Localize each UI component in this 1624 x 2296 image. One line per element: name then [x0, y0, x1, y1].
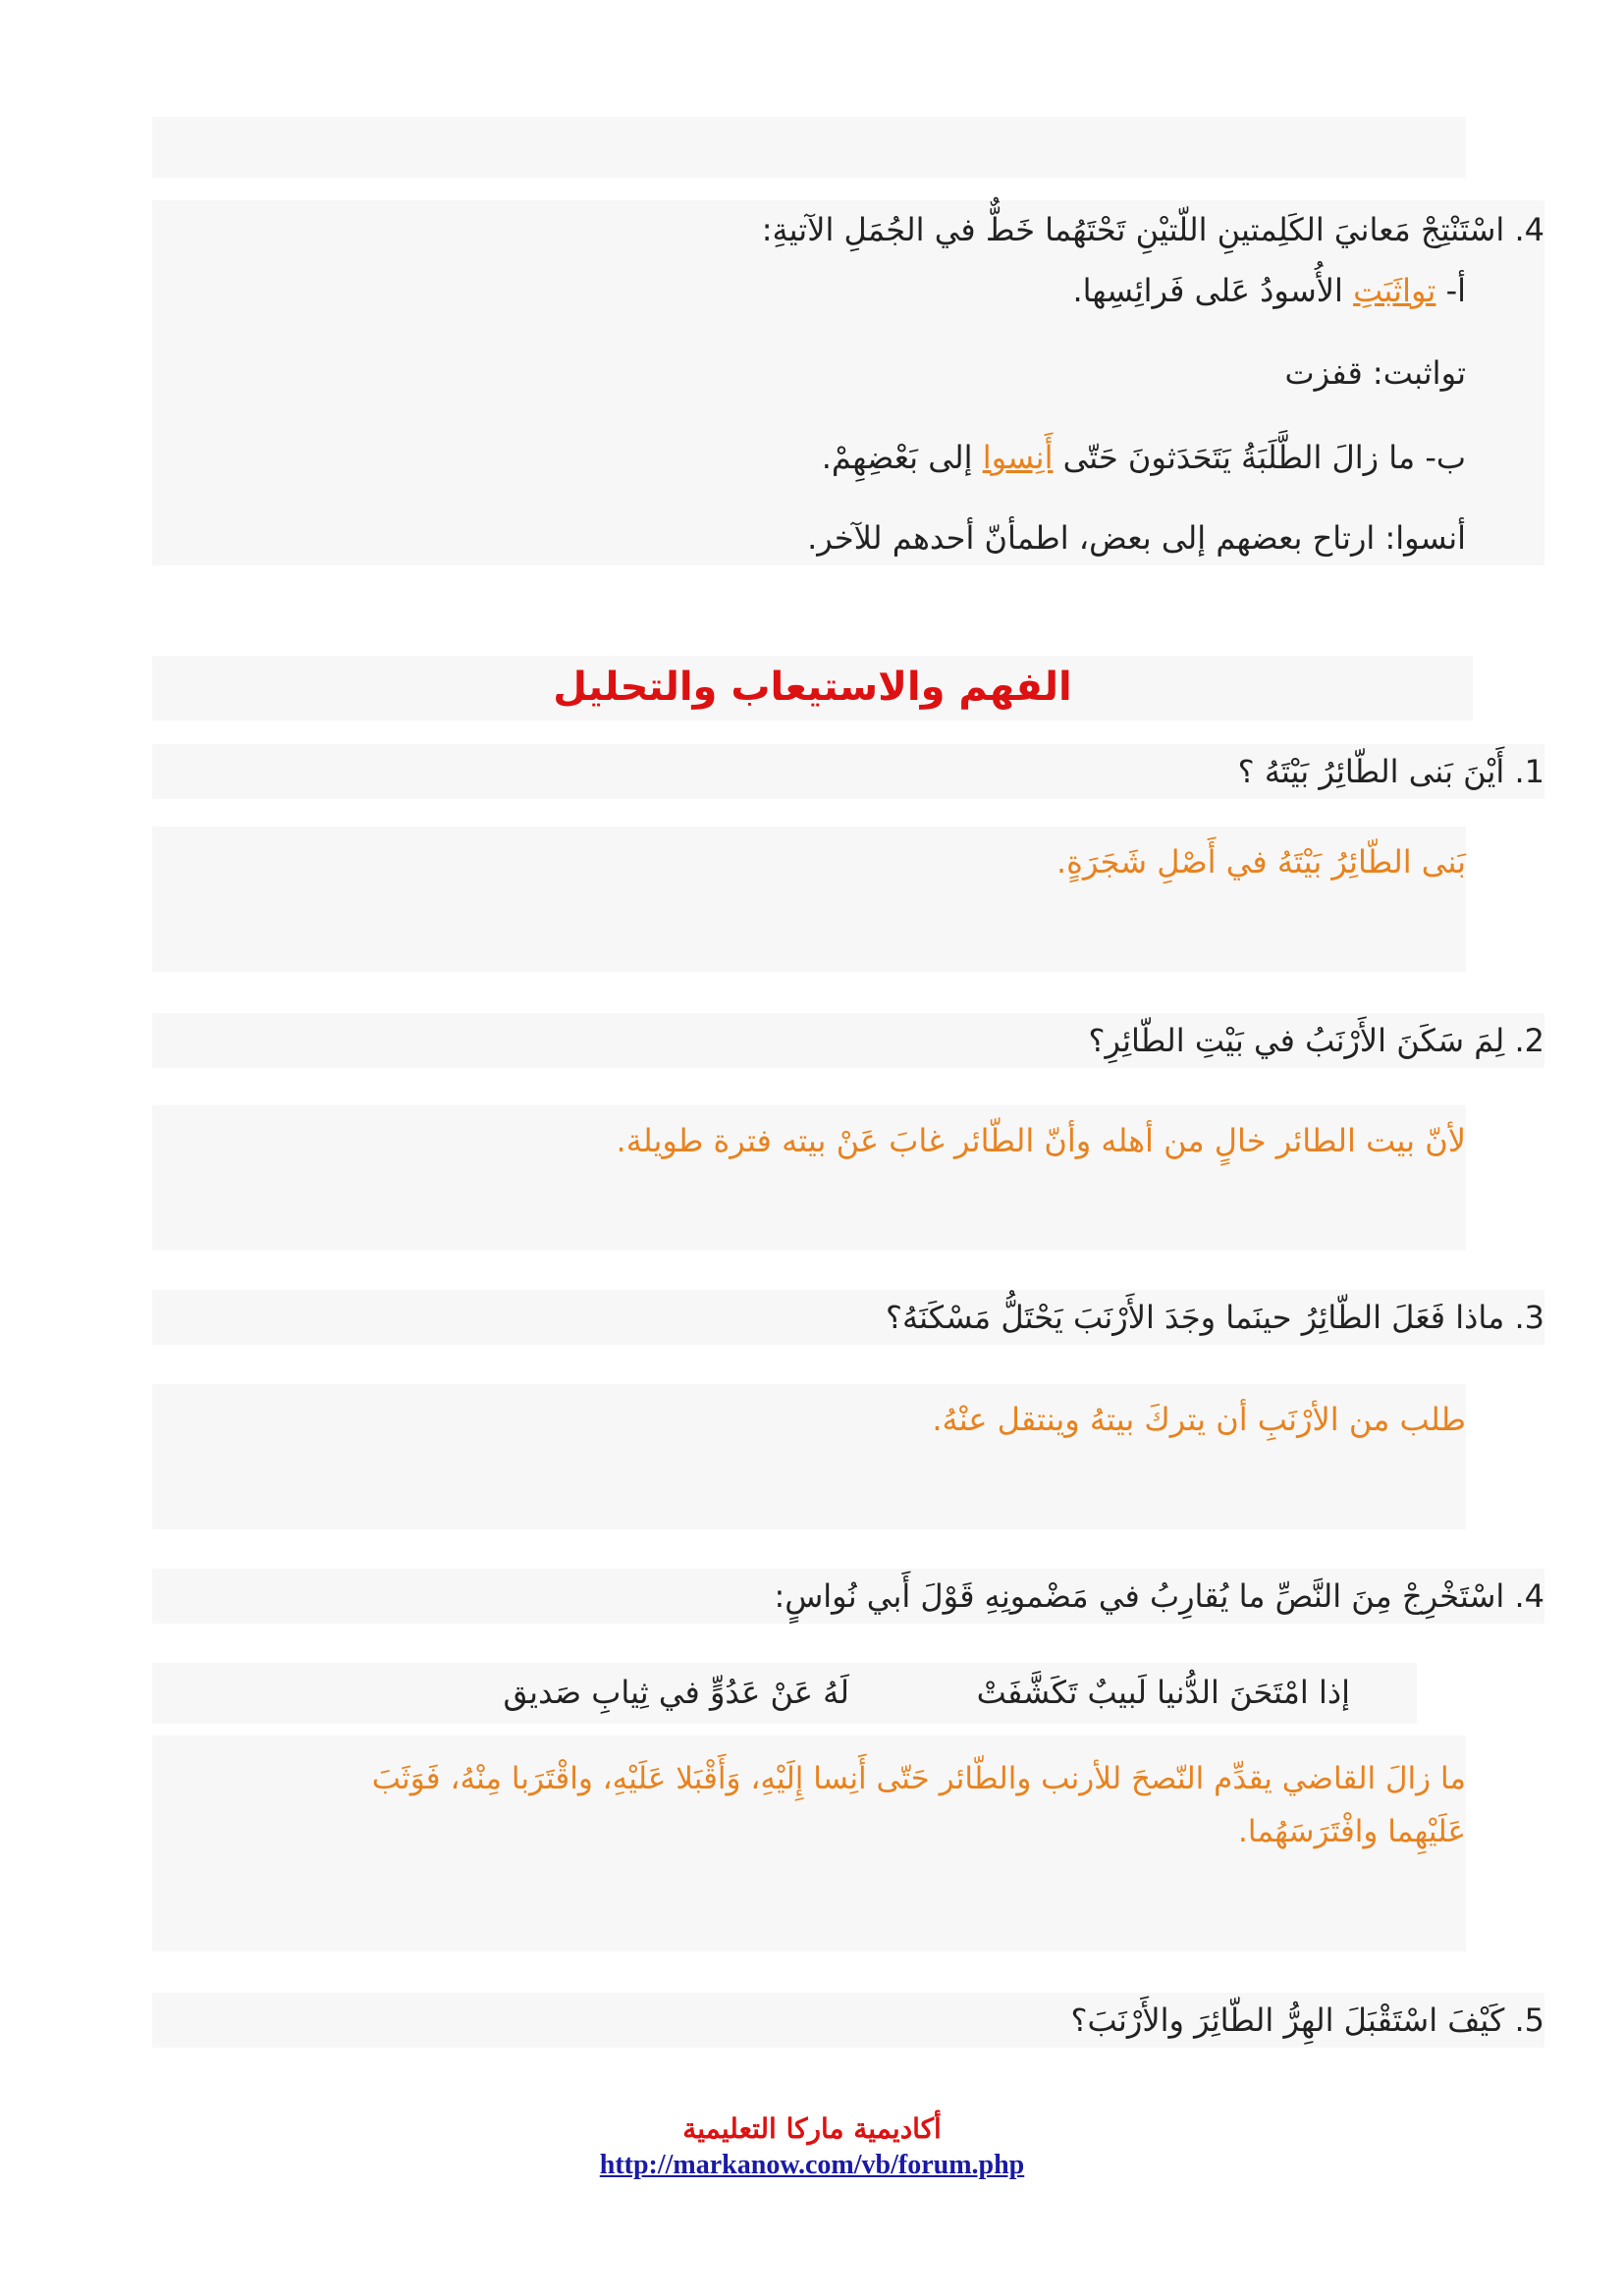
question-1: [152, 744, 1544, 799]
vocab-b-word: أَنِسوا: [982, 439, 1054, 476]
vocab-a-answer: تواثبت: قفزت: [1284, 354, 1466, 392]
vocab-a-prefix: أ-: [1445, 272, 1466, 309]
question-3-number: 3.: [1514, 1299, 1544, 1336]
answer-1-box: [152, 827, 1466, 972]
verse-part-2: لَهُ عَنْ عَدُوٍّ في ثِيابِ صَديق: [503, 1674, 849, 1711]
question-3-text: ماذا فَعَلَ الطّائِرُ حينَما وجَدَ الأَرْنَبَ يَحْتَلُّ مَسْكَنَهُ؟: [885, 1299, 1505, 1336]
vocab-b-prefix: ب- ما زالَ الطَّلَبَةُ يَتَحَدَثونَ حَتّى: [1062, 439, 1466, 476]
question-4: [152, 1569, 1544, 1624]
question-4-text: اسْتَخْرِجْ مِنَ النَّصِّ ما يُقارِبُ في مَضْمونِهِ قَوْلَ أَبي نُواسٍ:: [774, 1577, 1505, 1615]
answer-4-box: [152, 1735, 1466, 1951]
answer-3: طلب من الأرْنَبِ أن يتركَ بيتهُ وينتقل عنْهُ.: [932, 1401, 1466, 1438]
answer-2: لأنّ بيت الطائر خالٍ من أهله وأنّ الطّائر غابَ عَنْ بيته فترة طويلة.: [616, 1122, 1466, 1159]
question-5-number: 5.: [1514, 2002, 1544, 2039]
vocab-b-rest: إلى بَعْضِهِمْ.: [821, 439, 973, 476]
vocab-question: [762, 208, 1544, 251]
answer-4-line-1: ما زالَ القاضي يقدِّم النّصحَ للأرنب والطّائر حَتّى أَنِسا إِلَيْهِ، وَأَقْبَلا عَلَيْهِ، واقْتَرَبا مِنْهُ، فَوَثَبَ: [371, 1761, 1466, 1796]
question-2-text: لِمَ سَكَنَ الأَرْنَبُ في بَيْتِ الطّائِرِ؟: [1088, 1022, 1505, 1059]
question-1-text: أَيْنَ بَنى الطّائِرُ بَيْتَهُ ؟: [1237, 753, 1505, 790]
footer-academy-name: أكاديمية ماركا التعليمية: [682, 2112, 942, 2145]
vocab-block: [152, 200, 1544, 565]
answer-1: بَنى الطّائِرُ بَيْتَهُ في أَصْلِ شَجَرَةٍ.: [1056, 843, 1466, 881]
verse-part-1: إذا امْتَحَنَ الدُّنيا لَبيبٌ تَكَشَّفَتْ: [976, 1674, 1350, 1711]
question-3: [152, 1290, 1544, 1345]
vocab-a-word: تواثَبَتِ: [1353, 272, 1436, 309]
question-2: [152, 1013, 1544, 1068]
answer-2-box: [152, 1105, 1466, 1251]
section-title-band: [152, 656, 1473, 721]
footer-url-link[interactable]: http://markanow.com/vb/forum.php: [599, 2150, 1025, 2180]
verse-box: [152, 1663, 1417, 1724]
answer-3-box: [152, 1384, 1466, 1529]
vocab-item-a: [1073, 269, 1467, 312]
question-2-number: 2.: [1514, 1022, 1544, 1059]
vocab-b-answer: أنسوا: ارتاح بعضهم إلى بعض، اطمأنّ أحدهم للآخر.: [807, 519, 1466, 557]
vocab-number: 4.: [1514, 211, 1544, 248]
answer-4-line-2: عَلَيْهِما وافْتَرَسَهُما.: [1238, 1814, 1466, 1849]
vocab-question-text: اسْتَنْتِجْ مَعانيَ الكَلِمتينِ اللّتيْنِ تَحْتَهُما خَطٌّ في الجُمَلِ الآتيةِ:: [761, 211, 1505, 248]
section-title: الفهم والاستيعاب والتحليل: [553, 665, 1072, 710]
question-5: [152, 1993, 1544, 2048]
question-4-number: 4.: [1514, 1577, 1544, 1615]
empty-band-top: [152, 117, 1466, 178]
question-1-number: 1.: [1514, 753, 1544, 790]
question-5-text: كَيْفَ اسْتَقْبَلَ الهِرُّ الطّائِرَ والأَرْنَبَ؟: [1070, 2002, 1505, 2039]
vocab-item-b: [822, 436, 1466, 479]
vocab-a-rest: الأُسودُ عَلى فَرائِسِها.: [1072, 272, 1343, 309]
